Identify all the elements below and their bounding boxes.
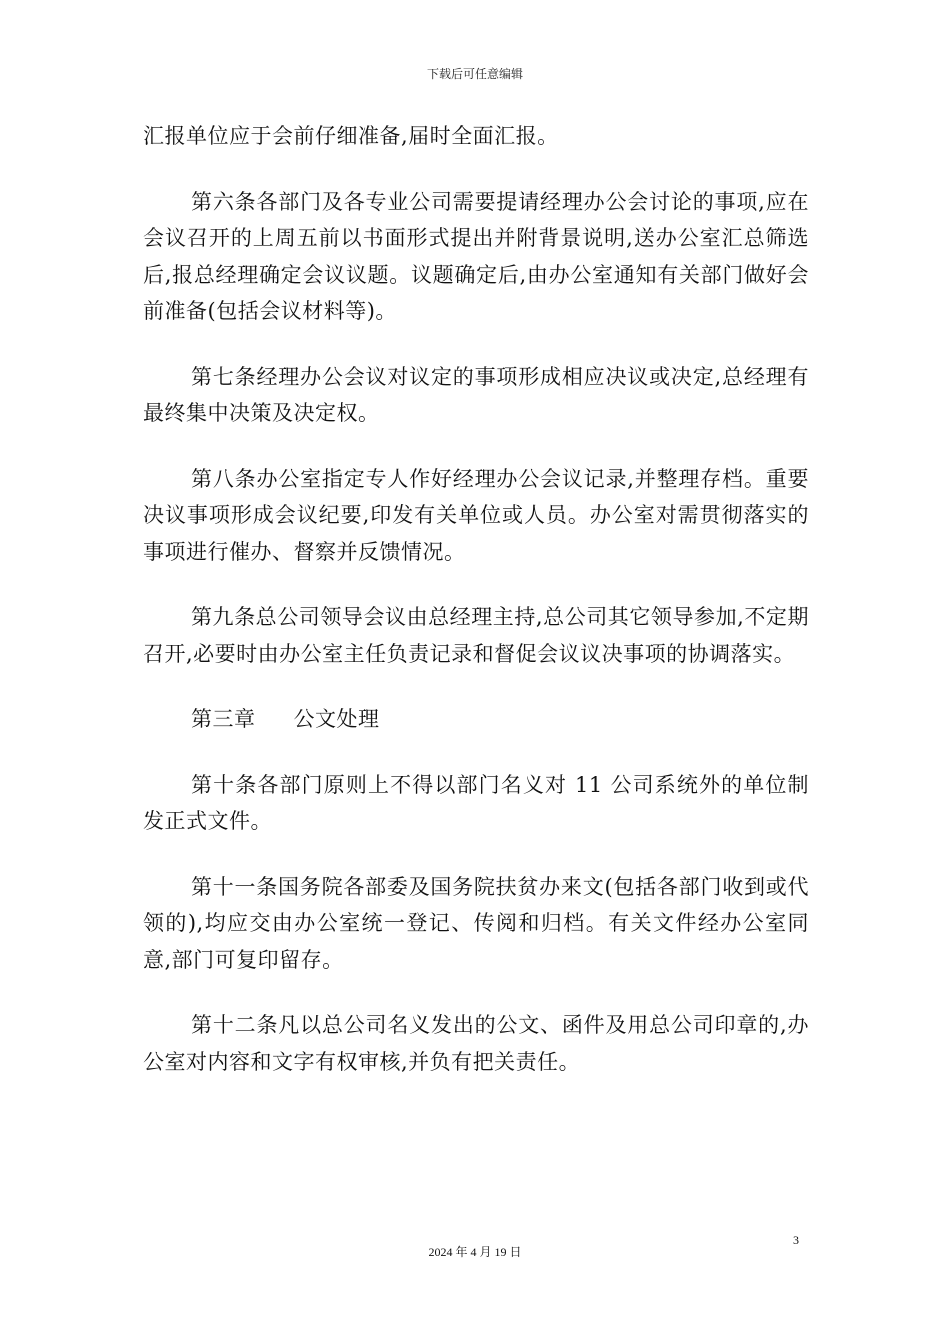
paragraph-article-8: 第八条办公室指定专人作好经理办公会议记录,并整理存档。重要决议事项形成会议纪要,印发有关单位或人员。办公室对需贯彻落实的事项进行催办、督察并反馈情况。 [143,466,809,564]
paragraph-article-10: 第十条各部门原则上不得以部门名义对 11 公司系统外的单位制发正式文件。 [143,772,809,833]
paragraph-article-11: 第十一条国务院各部委及国务院扶贫办来文(包括各部门收到或代领的),均应交由办公室统一登记、传阅和归档。有关文件经办公室同意,部门可复印留存。 [143,874,809,972]
chapter-title: 公文处理 [293,707,380,731]
paragraph-article-6: 第六条各部门及各专业公司需要提请经理办公会讨论的事项,应在会议召开的上周五前以书面形式提出并附背景说明,送办公室汇总筛选后,报总经理确定会议议题。议题确定后,由办公室通知有关部门做好会前准备(包括会议材料等)。 [143,189,809,323]
paragraph-article-9: 第九条总公司领导会议由总经理主持,总公司其它领导参加,不定期召开,必要时由办公室主任负责记录和督促会议议决事项的协调落实。 [143,605,809,666]
footer-date: 2024 年 4 月 19 日 [428,1245,522,1259]
page-header: 下载后可任意编辑 [426,67,523,81]
paragraph-continuation: 汇报单位应于会前仔细准备,届时全面汇报。 [143,124,559,148]
paragraph-article-12: 第十二条凡以总公司名义发出的公文、函件及用总公司印章的,办公室对内容和文字有权审核,并负有把关责任。 [143,1013,809,1074]
chapter-number: 第三章 [191,707,256,731]
chapter-heading [143,701,809,738]
paragraph-article-7: 第七条经理办公会议对议定的事项形成相应决议或决定,总经理有最终集中决策及决定权。 [143,364,809,425]
page-number: 3 [793,1233,799,1247]
document-body [143,118,809,1109]
